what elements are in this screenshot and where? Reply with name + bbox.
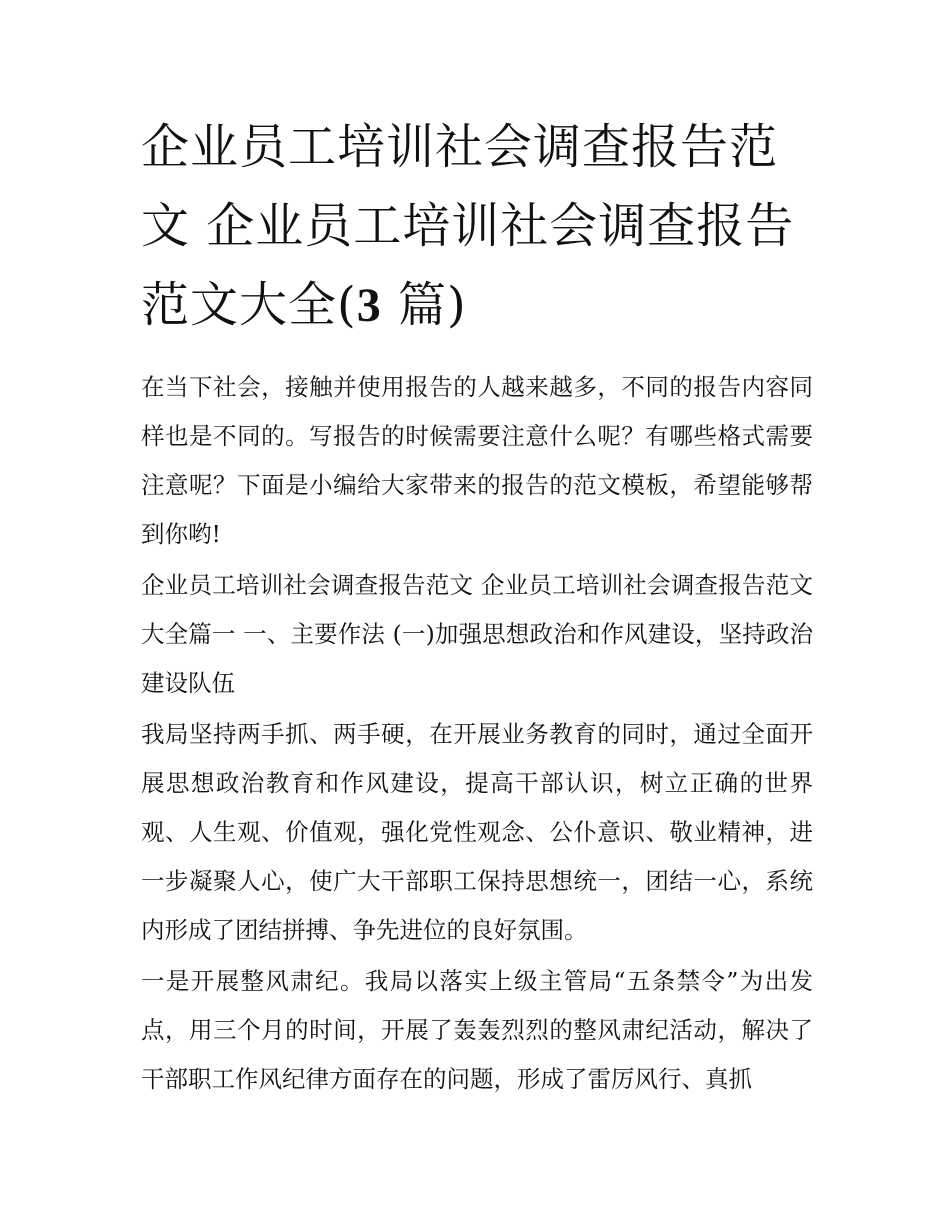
document-title bbox=[141, 108, 813, 345]
document-body bbox=[141, 108, 813, 1104]
title-count: 3 bbox=[356, 279, 382, 332]
section-heading-paragraph: 企业员工培训社会调查报告范文 企业员工培训社会调查报告范文大全篇一 一、主要作法 (一)加强思想政治和作风建设，坚持政治建设队伍 bbox=[141, 571, 813, 697]
body-paragraph-2: 一是开展整风肃纪。我局以落实上级主管局“五条禁令”为出发点，用三个月的时间，开展了轰轰烈烈的整风肃纪活动，解决了干部职工作风纪律方面存在的问题，形成了雷厉风行、真抓 bbox=[141, 967, 813, 1093]
title-suffix: 篇) bbox=[381, 277, 467, 333]
intro-paragraph: 在当下社会，接触并使用报告的人越来越多，不同的报告内容同样也是不同的。写报告的时候需要注意什么呢？有哪些格式需要注意呢？下面是小编给大家带来的报告的范文模板，希望能够帮到你哟! bbox=[141, 373, 813, 548]
title-text: 企业员工培训社会调查报告范文 企业员工培训社会调查报告范文大全( bbox=[141, 119, 795, 333]
body-paragraph-1: 我局坚持两手抓、两手硬，在开展业务教育的同时，通过全面开展思想政治教育和作风建设，提高干部认识，树立正确的世界观、人生观、价值观，强化党性观念、公仆意识、敬业精神，进一步凝聚人心，使广大干部职工保持思想统一，团结一心，系统内形成了团结拼搏、争先进位的良好氛围。 bbox=[141, 720, 813, 944]
